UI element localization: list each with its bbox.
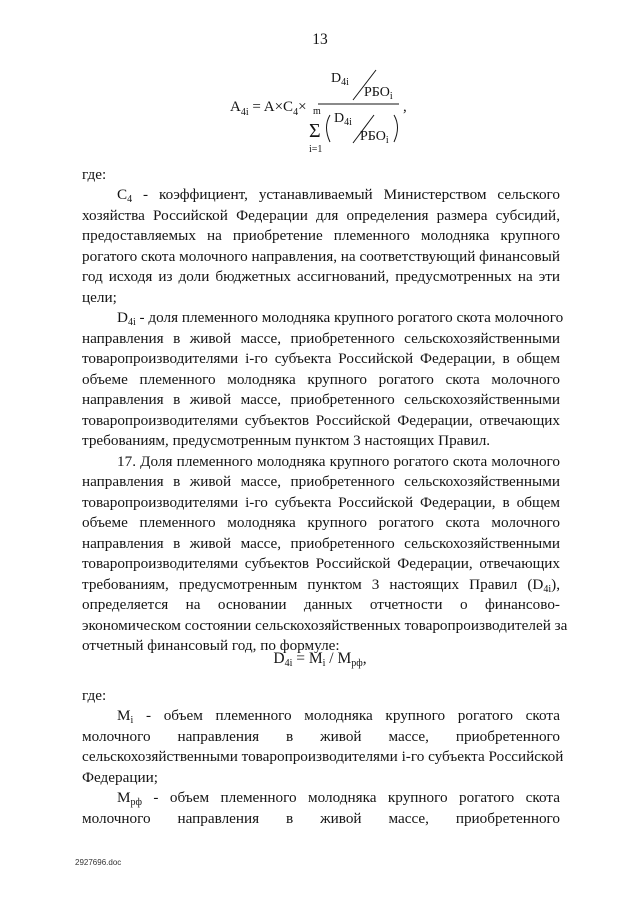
formula-a4i-graphic	[0, 0, 640, 180]
c4-text-line: цели;	[82, 289, 117, 306]
mi-definition-line: $M_i$ - объем племенного молодняка крупного рогатого скота	[117, 707, 560, 726]
clause-17-line: объеме племенного молодняка крупного рогатого скота молочного	[82, 514, 560, 531]
c4-text-line: рогатого скота молочного направления, на соответствующий финансовый	[82, 248, 560, 265]
page-number: 13	[312, 31, 328, 48]
mrf-text-line: молочного направления в живой массе, приобретенного	[82, 810, 560, 827]
d4i-text-line: товаропроизводителями субъектов Российской Федерации, отвечающих	[82, 412, 560, 429]
formula-lhs: A	[230, 99, 241, 115]
svg-text:РБОi: $РБО_i$	[360, 129, 389, 146]
clause-17-line: требованиям, предусмотренным пунктом 3 настоящих Правил $(D_{4i})$,	[82, 576, 560, 595]
c4-text-line: хозяйства Российской Федерации для определения размера субсидий,	[82, 207, 560, 224]
mi-text-line: сельскохозяйственными товаропроизводителями i-го субъекта Российской	[82, 748, 564, 765]
svg-text:,: ,	[403, 99, 407, 115]
svg-text:i=1: i=1	[309, 144, 323, 155]
d4i-text-line: объеме племенного молодняка крупного рогатого скота молочного	[82, 371, 560, 388]
where-label-1: где:	[82, 166, 107, 183]
clause-17-line: определяется на основании данных отчетности о финансово-	[82, 596, 560, 613]
clause-17-line: направления в живой массе, приобретенного сельскохозяйственными	[82, 535, 560, 552]
clause-17-line: товаропроизводителями i-го субъекта Российской Федерации, в общем	[82, 494, 560, 511]
c4-text-line: год исходя из доли бюджетных ассигнований, предусмотренных на эти	[82, 268, 560, 285]
formula-d4i: $D_{4i} = M_i / M_{рф}$,	[273, 650, 367, 669]
clause-17-line: товаропроизводителями субъектов Российской Федерации, отвечающих	[82, 555, 560, 572]
svg-text:A4i = A×C4×: $A_{4i} = A\times C_4\times$	[230, 99, 307, 118]
clause-17-line: экономическом состоянии сельскохозяйственных товаропроизводителей за	[82, 617, 568, 634]
d4i-text-line: товаропроизводителями i-го субъекта Российской Федерации, в общем	[82, 350, 560, 367]
document-footer-filename: 2927696.doc	[75, 858, 122, 867]
clause-17-first-line: 17. Доля племенного молодняка крупного рогатого скота молочного	[117, 453, 560, 470]
d4i-text-line: требованиям, предусмотренным пунктом 3 настоящих Правил.	[82, 432, 491, 449]
d4i-text-line: направления в живой массе, приобретенного сельскохозяйственными	[82, 330, 560, 347]
d4i-definition-line: $D_{4i}$ - доля племенного молодняка крупного рогатого скота молочного	[117, 309, 564, 328]
mi-text-line: молочного направления в живой массе, приобретенного	[82, 728, 560, 745]
where-label-2: где:	[82, 687, 107, 704]
d4i-text-line: направления в живой массе, приобретенного сельскохозяйственными	[82, 391, 560, 408]
svg-text:D4i: $D_{4i}$	[334, 111, 352, 128]
svg-text:D4i: $D_{4i}$	[331, 71, 349, 88]
svg-text:РБОi: $РБО_i$	[364, 85, 393, 102]
c4-text-line: предоставляемых на приобретение племенного молодняка крупного	[82, 227, 560, 244]
mi-text-line: Федерации;	[82, 769, 158, 786]
clause-17-line: направления в живой массе, приобретенного сельскохозяйственными	[82, 473, 560, 490]
mrf-definition-line: $M_{рф}$ - объем племенного молодняка крупного рогатого скота	[117, 789, 560, 808]
clause-17-line: отчетный финансовый год, по формуле:	[82, 637, 340, 654]
svg-text:Σ: Σ	[309, 120, 321, 142]
c4-definition-line: $C_4$ - коэффициент, устанавливаемый Министерством сельского	[117, 186, 560, 205]
svg-text:m: m	[313, 106, 321, 117]
